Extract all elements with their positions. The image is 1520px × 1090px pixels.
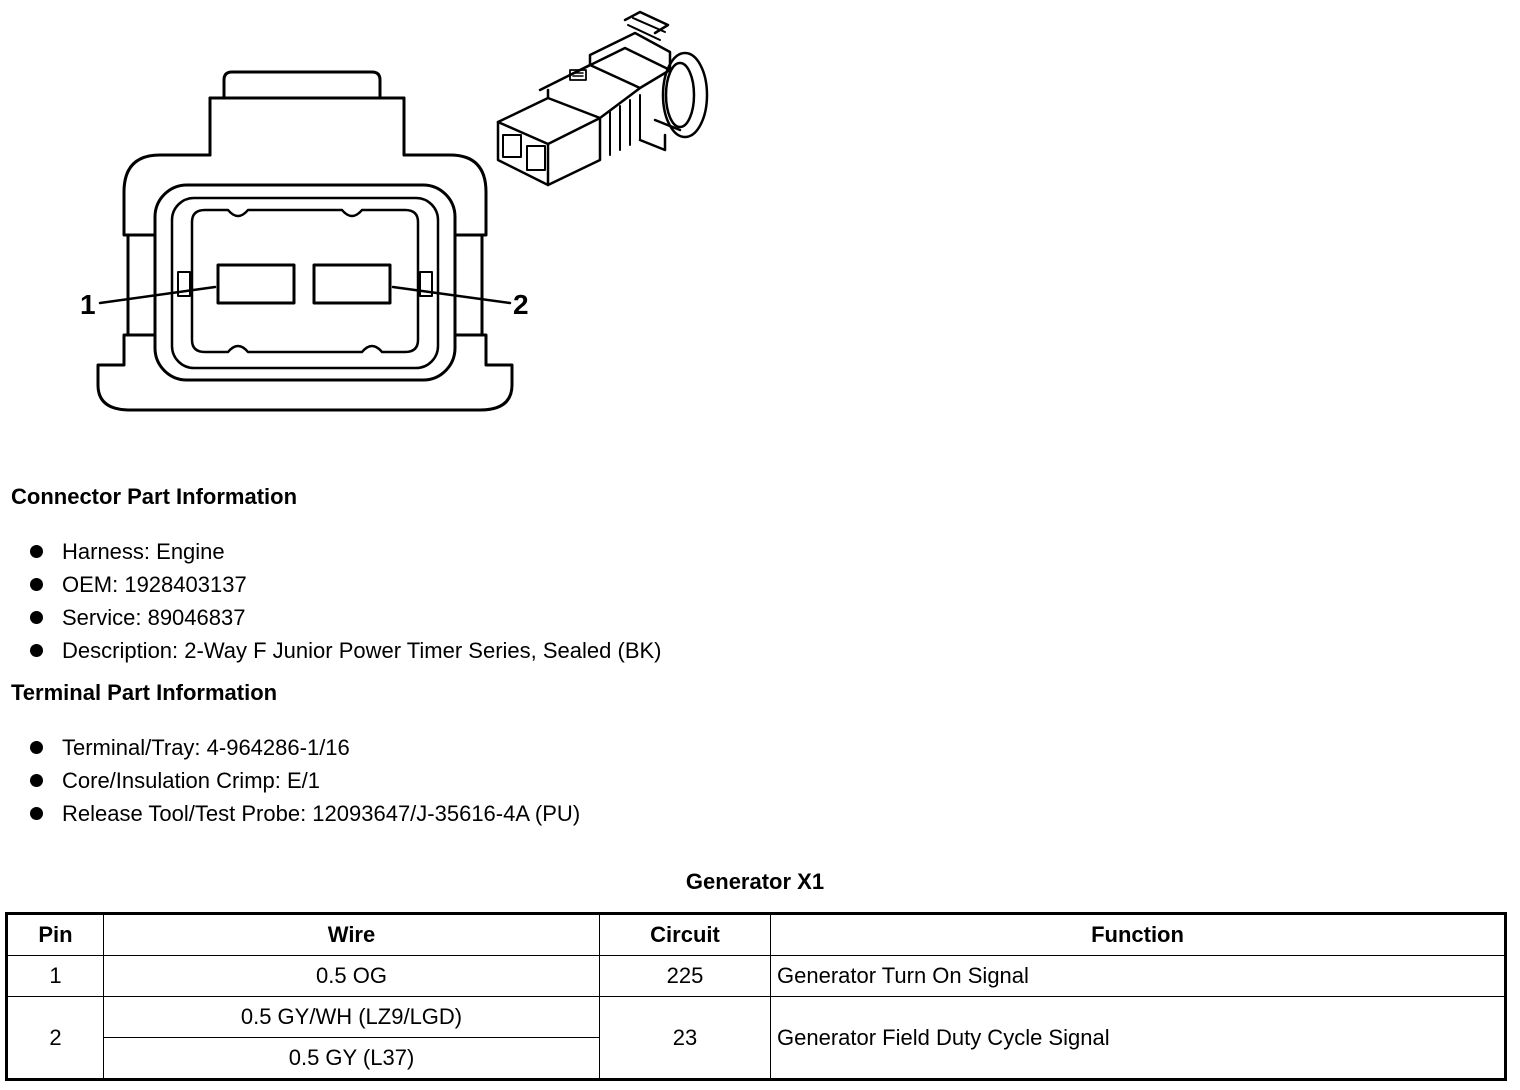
- terminal-part-info-title: Terminal Part Information: [11, 680, 278, 705]
- pin-1-label: 1: [80, 289, 96, 320]
- list-item: [30, 797, 580, 830]
- function-cell: Generator Turn On Signal: [771, 956, 1506, 997]
- list-item: [30, 601, 662, 634]
- list-item: [30, 634, 662, 667]
- harness-text: Harness: Engine: [62, 539, 225, 564]
- bullet-icon: [30, 644, 43, 657]
- list-item: [30, 764, 580, 797]
- header-circuit: Circuit: [600, 914, 771, 956]
- wire-cell: 0.5 GY/WH (LZ9/LGD): [104, 997, 600, 1038]
- table-header-row: [7, 914, 1506, 956]
- bullet-icon: [30, 741, 43, 754]
- circuit-cell: 23: [600, 997, 771, 1080]
- bullet-icon: [30, 774, 43, 787]
- connector-drawing: [0, 0, 760, 440]
- function-cell: Generator Field Duty Cycle Signal: [771, 997, 1506, 1080]
- table-caption: Generator X1: [685, 869, 825, 894]
- header-function: Function: [771, 914, 1506, 956]
- table-row: [7, 997, 1506, 1038]
- bullet-icon: [30, 611, 43, 624]
- connector-part-info-list: [30, 535, 662, 667]
- wire-cell: 0.5 GY (L37): [104, 1038, 600, 1080]
- release-tool-text: Release Tool/Test Probe: 12093647/J-35616-4A (PU): [62, 801, 581, 826]
- crimp-text: Core/Insulation Crimp: E/1: [62, 768, 320, 793]
- list-item: [30, 535, 662, 568]
- circuit-cell: 225: [600, 956, 771, 997]
- wire-cell: 0.5 OG: [104, 956, 600, 997]
- pinout-table: [5, 912, 1507, 1081]
- bullet-icon: [30, 807, 43, 820]
- list-item: [30, 731, 580, 764]
- oem-text: OEM: 1928403137: [62, 572, 247, 597]
- pin-2-label: 2: [513, 289, 529, 320]
- service-text: Service: 89046837: [62, 605, 246, 630]
- pin-cell: 2: [7, 997, 104, 1080]
- table-row: [7, 956, 1506, 997]
- header-pin: Pin: [7, 914, 104, 956]
- connector-part-info-title: Connector Part Information: [11, 484, 298, 509]
- list-item: [30, 568, 662, 601]
- bullet-icon: [30, 545, 43, 558]
- pin-cell: 1: [7, 956, 104, 997]
- header-wire: Wire: [104, 914, 600, 956]
- bullet-icon: [30, 578, 43, 591]
- terminal-part-info-list: [30, 731, 580, 830]
- connector-isometric-illustration: [0, 0, 760, 440]
- terminal-tray-text: Terminal/Tray: 4-964286-1/16: [62, 735, 350, 760]
- description-text: Description: 2-Way F Junior Power Timer Series, Sealed (BK): [62, 638, 662, 663]
